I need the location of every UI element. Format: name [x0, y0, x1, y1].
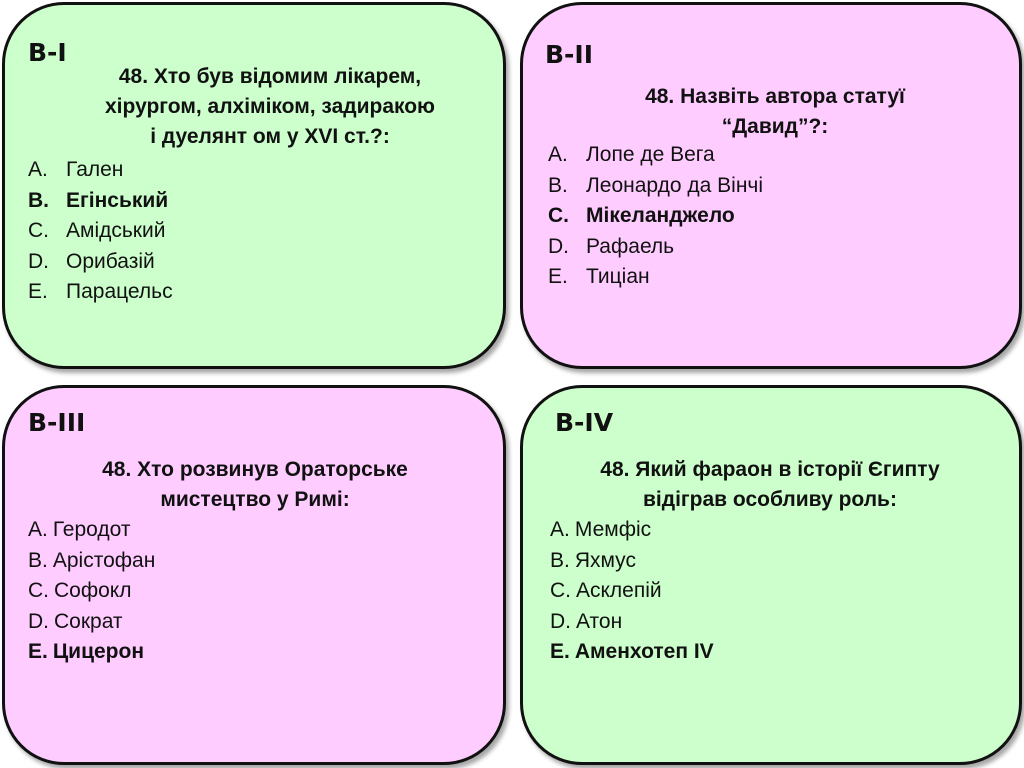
question-line: і дуелянт ом у XVI ст.?:: [150, 125, 390, 148]
option-letter: E.: [28, 280, 48, 303]
answer-option: [28, 607, 155, 638]
correct-answer-option: [548, 201, 763, 232]
option-text: Леонардо да Вінчі: [586, 173, 764, 197]
option-letter: D.: [28, 249, 49, 273]
question-text: [560, 82, 990, 142]
option-text: Арістофан: [52, 548, 156, 572]
answer-options: [548, 140, 763, 293]
answer-option: [548, 232, 763, 263]
question-line: відіграв особливу роль:: [643, 488, 897, 511]
option-letter: B.: [28, 188, 49, 212]
variant-label: В-ІІ: [545, 40, 594, 69]
question-line: 48. Хто розвинув Ораторське: [102, 458, 408, 481]
option-text: Тиціан: [586, 265, 650, 288]
option-letter: C.: [28, 219, 49, 242]
answer-option: [28, 277, 173, 308]
answer-option: [548, 171, 763, 202]
option-letter: B.: [548, 173, 568, 197]
option-letter: B.: [550, 548, 570, 572]
option-text: Егінський: [66, 188, 169, 212]
option-letter: C.: [548, 204, 569, 227]
answer-option: [28, 515, 155, 546]
option-text: Аменхотеп IV: [574, 640, 714, 663]
option-letter: E.: [550, 640, 570, 663]
answer-options: [28, 155, 173, 308]
option-text: Геродот: [52, 518, 131, 541]
question-line: 48. Назвіть автора статуї: [645, 85, 905, 108]
answer-option: [550, 515, 714, 546]
answer-option: [548, 140, 763, 171]
variant-label: В-ІV: [555, 408, 614, 437]
answer-option: [550, 607, 714, 638]
option-letter: D.: [550, 609, 571, 633]
answer-option: [548, 262, 763, 293]
option-text: Гален: [66, 158, 124, 181]
answer-option: [28, 216, 173, 247]
question-line: “Давид”?:: [721, 115, 829, 138]
option-letter: D.: [28, 609, 49, 633]
option-letter: B.: [28, 548, 48, 572]
question-line: хірургом, алхіміком, задиракою: [105, 95, 435, 118]
option-letter: A.: [550, 518, 570, 541]
option-text: Парацельс: [66, 280, 173, 303]
option-text: Сократ: [54, 609, 123, 633]
option-text: Мікеланджело: [586, 204, 735, 227]
option-text: Мемфіс: [574, 518, 652, 541]
question-text: [555, 455, 985, 515]
option-letter: A.: [548, 143, 568, 166]
option-text: Яхмус: [574, 548, 636, 572]
variant-label: В-І: [28, 38, 67, 67]
option-text: Асклепій: [576, 579, 662, 602]
answer-option: [550, 546, 714, 577]
answer-option: [550, 576, 714, 607]
question-text: [40, 455, 470, 515]
question-line: мистецтво у Римі:: [160, 488, 350, 511]
option-letter: A.: [28, 518, 48, 541]
answer-option: [28, 155, 173, 186]
option-letter: E.: [548, 265, 568, 288]
question-line: 48. Який фараон в історії Єгипту: [600, 458, 940, 481]
option-letter: C.: [550, 579, 571, 602]
question-text: [60, 62, 480, 152]
question-line: 48. Хто був відомим лікарем,: [118, 65, 422, 88]
option-text: Атон: [576, 609, 623, 633]
option-text: Цицерон: [52, 640, 145, 663]
answer-options: [28, 515, 155, 668]
option-text: Амідський: [66, 219, 166, 242]
answer-option: [28, 546, 155, 577]
answer-options: [550, 515, 714, 668]
option-letter: E.: [28, 640, 48, 663]
option-letter: C.: [28, 579, 49, 602]
correct-answer-option: [550, 637, 714, 668]
option-text: Рафаель: [586, 234, 675, 258]
option-text: Лопе де Вега: [586, 143, 715, 166]
answer-option: [28, 576, 155, 607]
answer-option: [28, 247, 173, 278]
correct-answer-option: [28, 637, 155, 668]
option-text: Орибазій: [66, 249, 155, 273]
variant-label: В-ІІІ: [28, 408, 86, 437]
option-letter: D.: [548, 234, 569, 258]
option-text: Софокл: [54, 579, 132, 602]
option-letter: A.: [28, 158, 48, 181]
correct-answer-option: [28, 186, 173, 217]
